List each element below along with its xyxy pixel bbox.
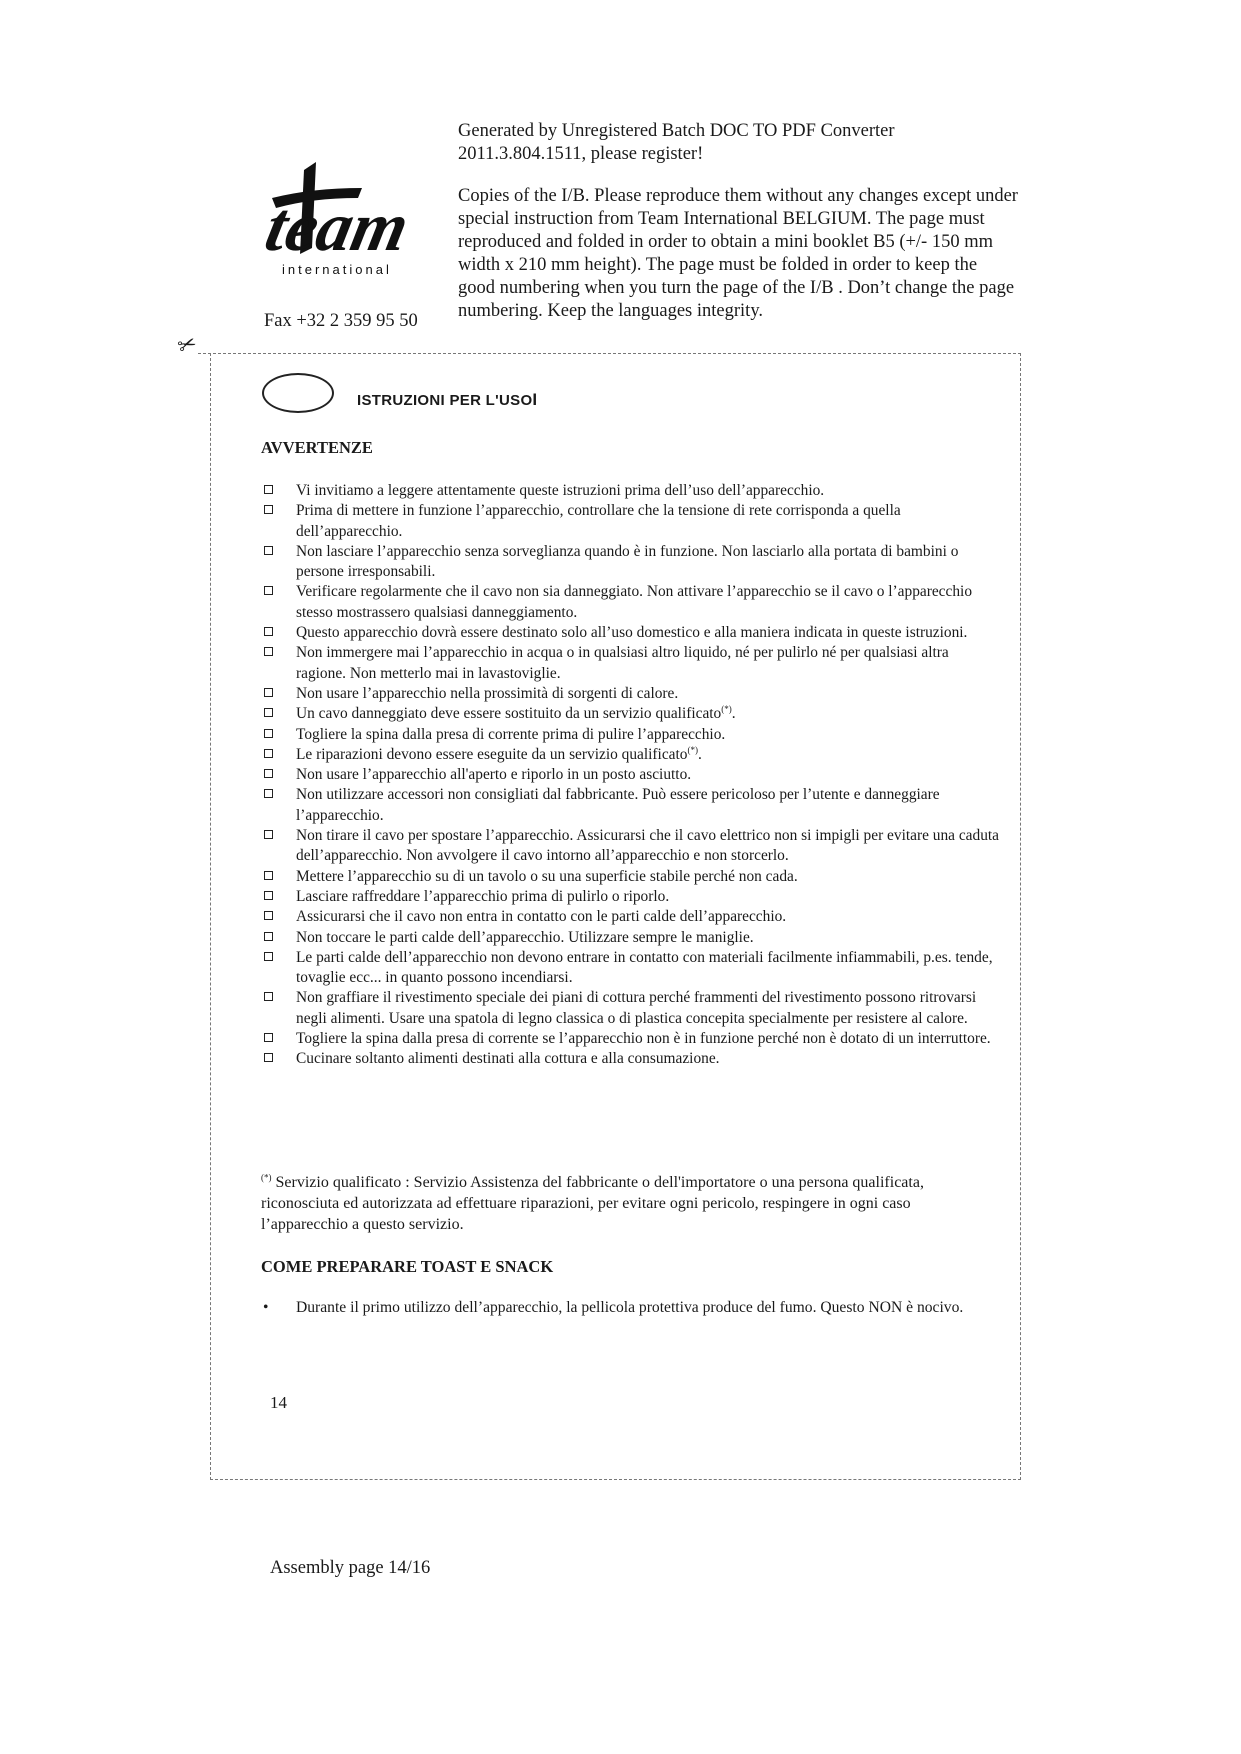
checkbox-square-icon — [264, 708, 273, 717]
bullet-icon: • — [263, 1299, 269, 1316]
cut-line-left — [210, 353, 211, 1480]
warning-text: Togliere la spina dalla presa di corrente prima di pulire l’apparecchio. — [296, 725, 726, 743]
warning-item — [261, 643, 1001, 684]
cut-line-right — [1020, 353, 1021, 1480]
checkbox-square-icon — [264, 992, 273, 1001]
warning-item — [261, 582, 1001, 623]
checkbox-square-icon — [264, 729, 273, 738]
cut-line-bottom — [210, 1479, 1021, 1480]
warning-text: Togliere la spina dalla presa di corrente se l’apparecchio non è in funzione perché non è dotato di un interruttore. — [296, 1030, 991, 1048]
footnote-ref: (*) — [687, 744, 698, 755]
warning-text: Non graffiare il rivestimento speciale dei piani di cottura perché frammenti del rivestimento possono ritrovarsi negli alimenti. Usare una spatola di legno classica o di plastica concepita specialmente per resistere al calore. — [296, 989, 977, 1027]
toast-text: Durante il primo utilizzo dell’apparecchio, la pellicola protettiva produce del fumo. Questo NON è nocivo. — [296, 1299, 964, 1316]
logo-wordmark: team — [259, 188, 416, 266]
warning-text: Non tirare il cavo per spostare l’apparecchio. Assicurarsi che il cavo elettrico non si impigli per evitare una caduta dell’apparecchio. Non avvolgere il cavo intorno all’apparecchio e non storcerlo. — [296, 827, 999, 865]
converter-notice — [458, 120, 1018, 323]
checkbox-square-icon — [264, 789, 273, 798]
warning-text: Un cavo danneggiato deve essere sostituito da un servizio qualificato — [296, 705, 722, 723]
checkbox-square-icon — [264, 1033, 273, 1042]
checkbox-square-icon — [264, 688, 273, 697]
checkbox-square-icon — [264, 627, 273, 636]
page-number: 14 — [270, 1393, 287, 1412]
checkbox-square-icon — [264, 911, 273, 920]
scissors-icon: ✂ — [174, 329, 200, 360]
checkbox-square-icon — [264, 952, 273, 961]
footnote-marker: (*) — [261, 1172, 272, 1183]
text-cursor: I — [532, 390, 538, 409]
cut-line-top — [198, 353, 1021, 354]
warning-text: Vi invitiamo a leggere attentamente queste istruzioni prima dell’uso dell’apparecchio. — [296, 482, 825, 499]
checkbox-square-icon — [264, 647, 273, 656]
reproduction-instructions: Copies of the I/B. Please reproduce them without any changes except under special instruction from Team International BELGIUM. The page must reproduced and folded in order to obtain a mini booklet B5 (+/- 150 mm width x 210 mm height). The page must be folded in order to keep the good numbering when you turn the page of the I/B . Don’t change the page numbering. Keep the languages integrity. — [458, 186, 1018, 321]
warning-text: Non usare l’apparecchio nella prossimità di sorgenti di calore. — [296, 684, 679, 702]
warning-text: Non immergere mai l’apparecchio in acqua o in qualsiasi altro liquido, né per pulirlo né per qualsiasi altra ragione. Non metterlo mai in lavastoviglie. — [296, 644, 949, 682]
warning-item — [261, 948, 1001, 989]
warning-item — [261, 826, 1001, 867]
warning-item — [261, 481, 1001, 501]
assembly-page-label: Assembly page 14/16 — [270, 1558, 431, 1578]
warning-text: Assicurarsi che il cavo non entra in contatto con le parti calde dell’apparecchio. — [296, 908, 787, 926]
warning-item — [261, 542, 1001, 583]
logo-subtext: international — [282, 262, 392, 277]
checkbox-square-icon — [264, 769, 273, 778]
checkbox-square-icon — [264, 830, 273, 839]
toast-heading: COME PREPARARE TOAST E SNACK — [261, 1257, 554, 1276]
warning-text: Prima di mettere in funzione l’apparecchio, controllare che la tensione di rete corrisponda a quella dell’apparecchio. — [296, 502, 901, 540]
checkbox-square-icon — [264, 546, 273, 555]
warning-item — [261, 887, 1001, 907]
checkbox-square-icon — [264, 891, 273, 900]
warning-text: Verificare regolarmente che il cavo non sia danneggiato. Non attivare l’apparecchio se il cavo o l’apparecchio stesso mostrassero qualsiasi danneggiamento. — [296, 583, 973, 621]
footnote-text: Servizio qualificato : Servizio Assistenza del fabbricante o dell'importatore o una persona qualificata, riconosciuta ed autorizzata ad effettuare riparazioni, per evitare ogni pericolo, respingere in ogni caso l’apparecchio a questo servizio. — [261, 1174, 924, 1233]
checkbox-square-icon — [264, 586, 273, 595]
footnote-ref: (*) — [721, 704, 732, 715]
warning-text-end: . — [731, 705, 736, 723]
warning-item — [261, 907, 1001, 927]
warnings-list — [261, 481, 1001, 1070]
checkbox-square-icon — [264, 485, 273, 494]
warning-text: Non utilizzare accessori non consigliati dal fabbricante. Può essere pericoloso per l’utente e danneggiare l’apparecchio. — [296, 786, 940, 824]
warning-text: Le riparazioni devono essere eseguite da un servizio qualificato — [296, 745, 688, 763]
warning-item — [261, 765, 1001, 785]
warning-item — [261, 928, 1001, 948]
warning-item — [261, 725, 1001, 745]
warning-item — [261, 745, 1001, 765]
warning-text: Non lasciare l’apparecchio senza sorveglianza quando è in funzione. Non lasciarlo alla portata di bambini o persone irresponsabili. — [296, 542, 959, 581]
warning-item — [261, 785, 1001, 826]
checkbox-square-icon — [264, 1053, 273, 1062]
language-badge-oval — [262, 373, 334, 413]
checkbox-square-icon — [264, 871, 273, 880]
warning-text: Non usare l’apparecchio all'aperto e riporlo in un posto asciutto. — [296, 766, 692, 784]
warning-text: Questo apparecchio dovrà essere destinato solo all’uso domestico e alla maniera indicata in queste istruzioni. — [296, 624, 968, 642]
checkbox-square-icon — [264, 749, 273, 758]
fax-number: Fax +32 2 359 95 50 — [264, 311, 418, 331]
warning-item — [261, 704, 1001, 724]
warning-text: Mettere l’apparecchio su di un tavolo o su una superficie stabile perché non cada. — [296, 867, 798, 885]
checkbox-square-icon — [264, 505, 273, 514]
warning-text: Cucinare soltanto alimenti destinati alla cottura e alla consumazione. — [296, 1050, 720, 1068]
warning-text: Non toccare le parti calde dell’apparecchio. Utilizzare sempre le maniglie. — [296, 928, 754, 946]
toast-list — [261, 1298, 1001, 1318]
warning-item — [261, 684, 1001, 704]
team-international-logo — [252, 158, 432, 298]
warning-text: Lasciare raffreddare l’apparecchio prima di pulirlo o riporlo. — [296, 887, 670, 905]
warning-item — [261, 501, 1001, 542]
generated-by-text: Generated by Unregistered Batch DOC TO PDF Converter 2011.3.804.1511, please register! — [458, 121, 895, 164]
warning-text: Le parti calde dell’apparecchio non devono entrare in contatto con materiali facilmente infiammabili, p.es. tende, tovaglie ecc... in quanto possono incendiarsi. — [296, 948, 993, 987]
checkbox-square-icon — [264, 932, 273, 941]
warning-item — [261, 1049, 1001, 1069]
warning-text-end: . — [697, 745, 702, 763]
warnings-heading: AVVERTENZE — [261, 438, 373, 457]
warning-item — [261, 623, 1001, 643]
warning-item — [261, 988, 1001, 1029]
toast-item — [261, 1298, 1001, 1318]
page-title: ISTRUZIONI PER L'USOI — [357, 390, 538, 409]
warning-item — [261, 867, 1001, 887]
footnote — [261, 1172, 1001, 1235]
warning-item — [261, 1029, 1001, 1049]
